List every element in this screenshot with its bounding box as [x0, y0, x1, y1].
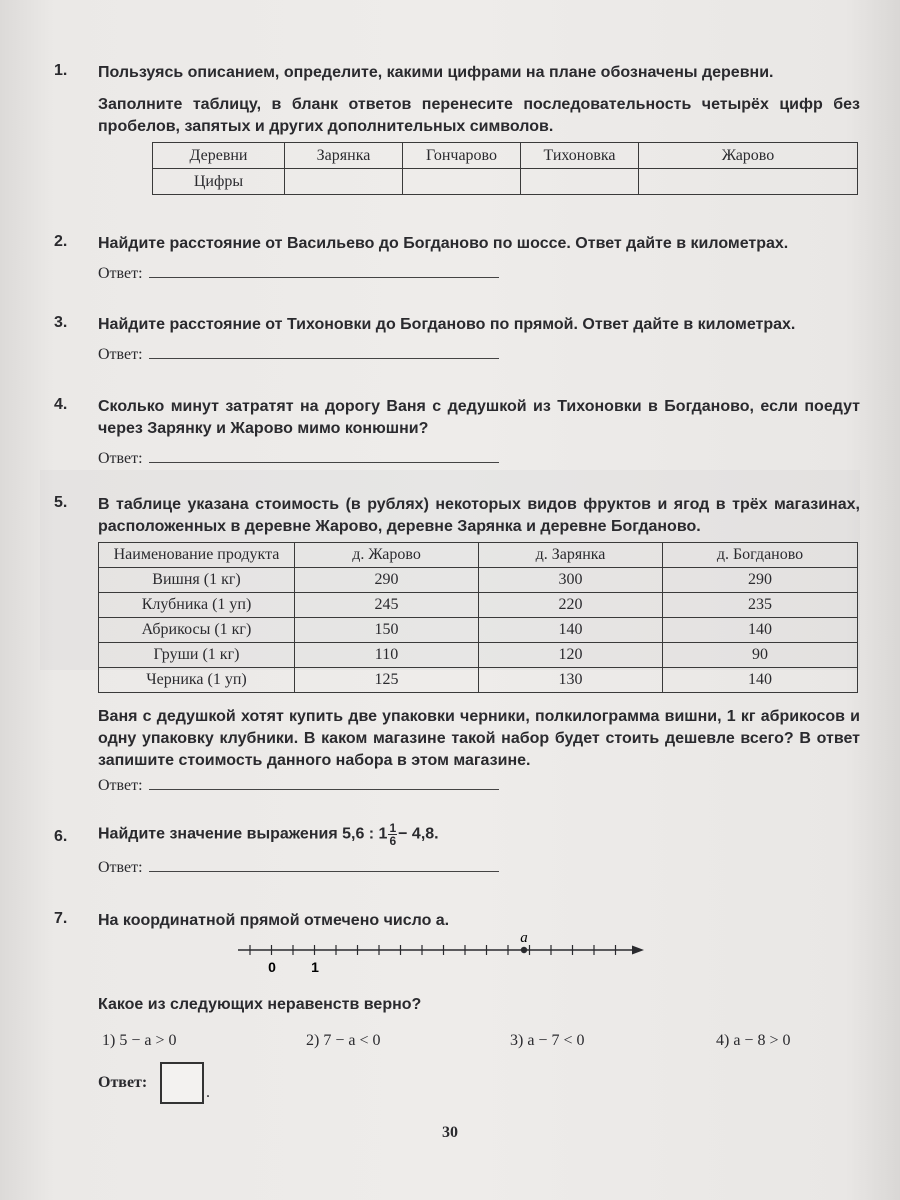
table-row	[99, 618, 858, 643]
table-cell: 235	[663, 593, 858, 618]
tick-label-zero: 0	[268, 959, 276, 975]
table-header: Наименование продукта	[99, 543, 295, 568]
digit-input-cell[interactable]	[521, 169, 639, 195]
table-cell: 140	[479, 618, 663, 643]
table-cell: 300	[479, 568, 663, 593]
task-4-number: 4.	[54, 396, 68, 413]
expression-text: Найдите значение выражения 5,6 : 1	[98, 825, 388, 843]
bleed-through-text	[140, 138, 143, 154]
answer-line[interactable]	[149, 776, 499, 790]
point-a-label: a	[520, 930, 528, 946]
arrow-icon	[632, 946, 644, 955]
table-cell: Вишня (1 кг)	[99, 568, 295, 593]
prices-table	[98, 542, 858, 693]
answer-label: Ответ:	[98, 777, 143, 794]
task-7-subquestion: Какое из следующих неравенств верно?	[98, 996, 422, 1013]
expression-text: − 4,8.	[398, 825, 439, 843]
table-cell: 120	[479, 643, 663, 668]
table-cell: Цифры	[153, 169, 285, 195]
task-5-question: В таблице указана стоимость (в рублях) некоторых видов фруктов и ягод в трёх магазинах, расположенных в деревне Жарово, деревне Зарянка и деревне Богданово.	[98, 496, 860, 535]
task-7-answer-label: Ответ:	[98, 1074, 148, 1091]
answer-label: Ответ:	[98, 859, 143, 876]
answer-period: .	[206, 1084, 210, 1101]
task-5-number: 5.	[54, 494, 68, 511]
table-cell: Черника (1 уп)	[99, 668, 295, 693]
table-cell: 245	[295, 593, 479, 618]
table-cell: Груши (1 кг)	[99, 643, 295, 668]
table-cell: 220	[479, 593, 663, 618]
table-cell: Абрикосы (1 кг)	[99, 618, 295, 643]
table-cell: 140	[663, 668, 858, 693]
task-4-question: Сколько минут затратят на дорогу Ваня с дедушкой из Тихоновки в Богданово, если поедут через Зарянку и Жарово мимо конюшни?	[98, 398, 860, 437]
table-cell: Гончарово	[403, 143, 521, 169]
table-header: д. Жарово	[295, 543, 479, 568]
fraction-numerator: 1	[389, 821, 397, 835]
option-2[interactable]: 2) 7 − a < 0	[306, 1032, 381, 1049]
table-row	[99, 668, 858, 693]
digit-input-cell[interactable]	[285, 169, 403, 195]
task-7-number: 7.	[54, 910, 68, 927]
digit-input-cell[interactable]	[639, 169, 858, 195]
option-1[interactable]: 1) 5 − a > 0	[102, 1032, 177, 1049]
table-cell: Жарово	[639, 143, 858, 169]
task-5-answer	[98, 776, 499, 795]
fraction-denominator: 6	[389, 834, 397, 848]
task-3-question: Найдите расстояние от Тихоновки до Богданово по прямой. Ответ дайте в километрах.	[98, 316, 796, 333]
table-cell: Деревни	[153, 143, 285, 169]
table-cell: 130	[479, 668, 663, 693]
task-1-number: 1.	[54, 62, 68, 79]
task-3-answer	[98, 345, 499, 364]
point-a	[521, 947, 527, 953]
option-3[interactable]: 3) a − 7 < 0	[510, 1032, 585, 1049]
task-6-question	[98, 822, 860, 847]
task-2-number: 2.	[54, 233, 68, 250]
task-1-question: Пользуясь описанием, определите, какими цифрами на плане обозначены деревни.	[98, 64, 774, 81]
answer-label: Ответ:	[98, 346, 143, 363]
table-header: д. Зарянка	[479, 543, 663, 568]
task-6-answer	[98, 858, 499, 877]
table-cell: 290	[663, 568, 858, 593]
task-2-answer	[98, 264, 499, 283]
task-6-number: 6.	[54, 828, 68, 845]
table-row	[99, 568, 858, 593]
table-cell: 125	[295, 668, 479, 693]
task-7-answer-box[interactable]	[160, 1062, 204, 1104]
table-cell: Тихоновка	[521, 143, 639, 169]
task-4-answer	[98, 449, 499, 468]
table-row	[99, 643, 858, 668]
table-cell: Клубника (1 уп)	[99, 593, 295, 618]
task-2-question: Найдите расстояние от Васильево до Богданово по шоссе. Ответ дайте в километрах.	[98, 235, 789, 252]
table-cell: 110	[295, 643, 479, 668]
fraction	[388, 822, 397, 847]
tick-label-one: 1	[311, 959, 319, 975]
table-row	[99, 593, 858, 618]
answer-label: Ответ:	[98, 265, 143, 282]
table-cell: 150	[295, 618, 479, 643]
answer-line[interactable]	[149, 858, 499, 872]
villages-digits-table	[152, 142, 858, 195]
answer-line[interactable]	[149, 345, 499, 359]
table-cell: 90	[663, 643, 858, 668]
task-7-question: На координатной прямой отмечено число a.	[98, 912, 450, 929]
answer-line[interactable]	[149, 264, 499, 278]
task-1-instructions: Заполните таблицу, в бланк ответов перенесите последовательность четырёх цифр без пробелов, запятых и других дополнительных символов.	[98, 96, 860, 135]
answer-label: Ответ:	[98, 450, 143, 467]
number-line	[230, 930, 650, 980]
page-number: 30	[442, 1124, 458, 1141]
digit-input-cell[interactable]	[403, 169, 521, 195]
table-cell: 140	[663, 618, 858, 643]
option-4[interactable]: 4) a − 8 > 0	[716, 1032, 791, 1049]
answer-line[interactable]	[149, 449, 499, 463]
task-3-number: 3.	[54, 314, 68, 331]
task-5-subquestion: Ваня с дедушкой хотят купить две упаковки черники, полкилограмма вишни, 1 кг абрикосов и одну упаковку клубники. В каком магазине такой набор будет стоить дешевле всего? В ответ запишите стоимость данного набора в этом магазине.	[98, 708, 860, 769]
table-header: д. Богданово	[663, 543, 858, 568]
table-cell: 290	[295, 568, 479, 593]
table-cell: Зарянка	[285, 143, 403, 169]
